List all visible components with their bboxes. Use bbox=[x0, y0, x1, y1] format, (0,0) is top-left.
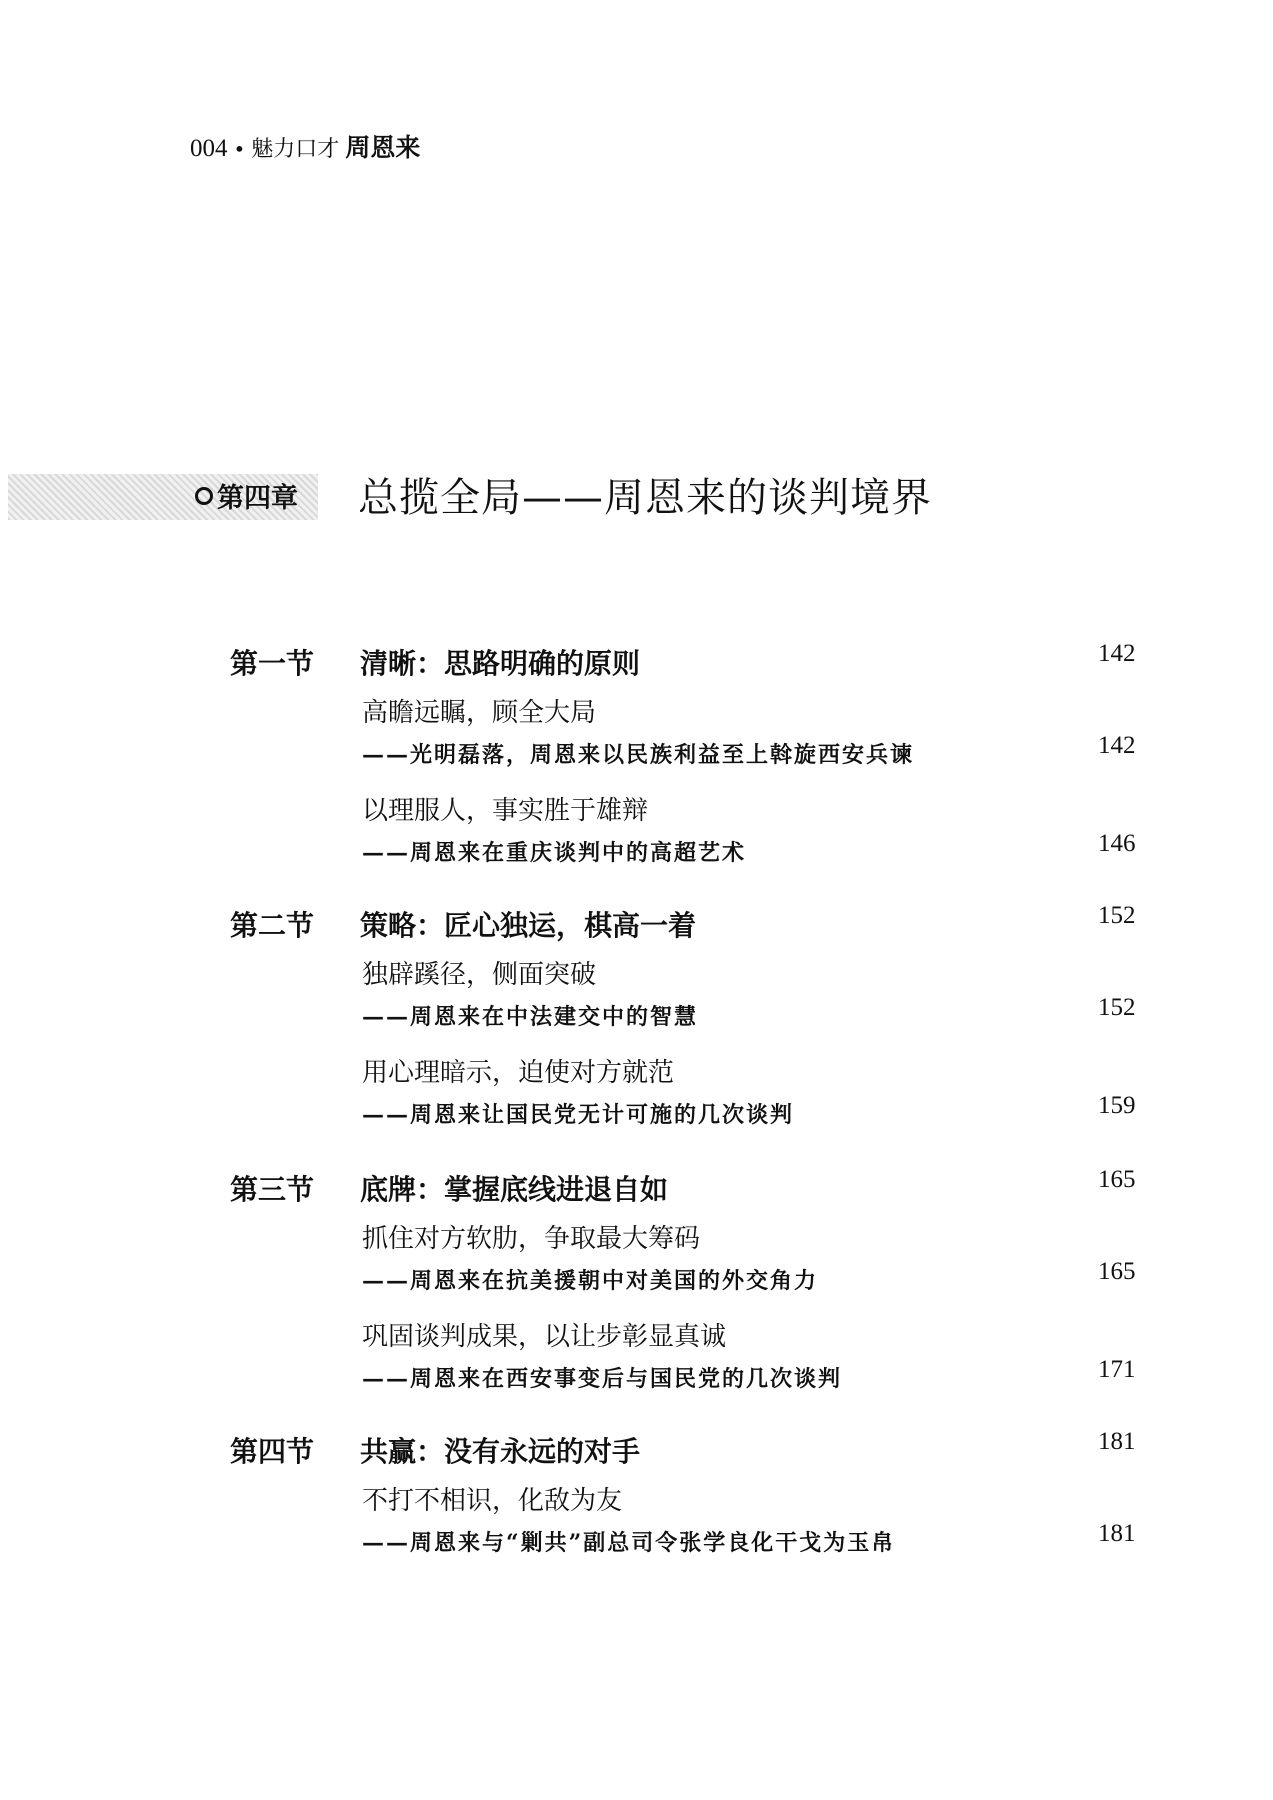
entry-subtitle: ——周恩来让国民党无计可施的几次谈判 bbox=[362, 1102, 795, 1128]
section-title: 底牌：掌握底线进退自如 bbox=[360, 1173, 669, 1206]
header-book-name: 周恩来 bbox=[345, 133, 421, 162]
section-number: 第一节 bbox=[230, 647, 315, 680]
section-number: 第二节 bbox=[230, 909, 315, 942]
entry-subtitle: ——周恩来在重庆谈判中的高超艺术 bbox=[362, 840, 747, 866]
header-separator: • bbox=[233, 137, 246, 161]
header-page-number: 004 bbox=[190, 135, 228, 162]
entry-page: 142 bbox=[1098, 732, 1136, 759]
entry-title[interactable]: 用心理暗示，迫使对方就范 bbox=[362, 1058, 675, 1088]
entry-title[interactable]: 以理服人，事实胜于雄辩 bbox=[362, 796, 649, 826]
section-title: 清晰：思路明确的原则 bbox=[360, 647, 641, 680]
section-title: 共赢：没有永远的对手 bbox=[360, 1435, 641, 1468]
section-page: 152 bbox=[1098, 902, 1136, 929]
section-title: 策略：匠心独运，棋高一着 bbox=[360, 909, 697, 942]
chapter-label-text: 第四章 bbox=[217, 483, 298, 514]
entry-subtitle: ——周恩来在西安事变后与国民党的几次谈判 bbox=[362, 1366, 843, 1392]
section-page: 181 bbox=[1098, 1428, 1136, 1455]
entry-subtitle: ——光明磊落，周恩来以民族利益至上斡旋西安兵谏 bbox=[362, 742, 915, 768]
section-page: 165 bbox=[1098, 1166, 1136, 1193]
entry-page: 146 bbox=[1098, 830, 1136, 857]
entry-subtitle: ——周恩来在中法建交中的智慧 bbox=[362, 1004, 699, 1030]
entry-page: 181 bbox=[1098, 1520, 1136, 1547]
running-header bbox=[190, 128, 420, 164]
entry-title[interactable]: 不打不相识，化敌为友 bbox=[362, 1486, 623, 1516]
chapter-title: 总揽全局——周恩来的谈判境界 bbox=[358, 475, 932, 521]
header-book-subtitle: 魅力口才 bbox=[251, 137, 340, 162]
entry-page: 165 bbox=[1098, 1258, 1136, 1285]
section-number: 第四节 bbox=[230, 1435, 315, 1468]
chapter-label bbox=[195, 476, 298, 515]
entry-page: 152 bbox=[1098, 994, 1136, 1021]
entry-subtitle: ——周恩来与“剿共”副总司令张学良化干戈为玉帛 bbox=[362, 1530, 896, 1556]
entry-page: 171 bbox=[1098, 1356, 1136, 1383]
entry-title[interactable]: 独辟蹊径，侧面突破 bbox=[362, 960, 597, 990]
circle-bullet-icon bbox=[195, 487, 213, 505]
entry-title[interactable]: 巩固谈判成果，以让步彰显真诚 bbox=[362, 1322, 727, 1352]
entry-title[interactable]: 高瞻远瞩，顾全大局 bbox=[362, 698, 597, 728]
section-page: 142 bbox=[1098, 640, 1136, 667]
section-number: 第三节 bbox=[230, 1173, 315, 1206]
entry-page: 159 bbox=[1098, 1092, 1136, 1119]
entry-subtitle: ——周恩来在抗美援朝中对美国的外交角力 bbox=[362, 1268, 819, 1294]
entry-title[interactable]: 抓住对方软肋，争取最大筹码 bbox=[362, 1224, 701, 1254]
